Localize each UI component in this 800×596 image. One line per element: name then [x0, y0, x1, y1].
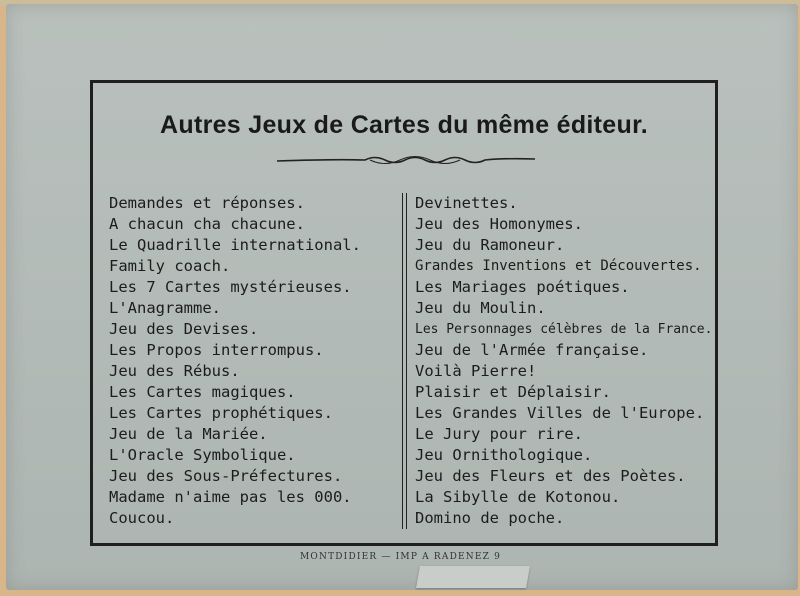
- list-item: Jeu de la Mariée.: [109, 425, 268, 443]
- list-item: Family coach.: [109, 257, 231, 275]
- list-item: Jeu des Devises.: [109, 320, 259, 338]
- list-item: Jeu de l'Armée française.: [415, 341, 649, 359]
- list-item: Madame n'aime pas les 000.: [109, 488, 352, 506]
- list-item: L'Anagramme.: [109, 299, 221, 317]
- list-item: Les Grandes Villes de l'Europe.: [415, 404, 705, 422]
- list-item: Jeu du Moulin.: [415, 299, 546, 317]
- list-item: Les Personnages célèbres de la France.: [415, 322, 713, 337]
- paper-tear: [416, 566, 530, 588]
- list-item: Les Cartes prophétiques.: [109, 404, 333, 422]
- list-item: Jeu du Ramoneur.: [415, 236, 565, 254]
- ornament-flourish-icon: [275, 153, 537, 167]
- list-item: Le Jury pour rire.: [415, 425, 583, 443]
- list-item: Devinettes.: [415, 194, 518, 212]
- list-item: Les Mariages poétiques.: [415, 278, 630, 296]
- list-item: L'Oracle Symbolique.: [109, 446, 296, 464]
- column-divider: [402, 193, 407, 529]
- printer-imprint: MONTDIDIER — IMP A RADENEZ 9: [300, 552, 502, 562]
- list-item: Voilà Pierre!: [415, 362, 537, 380]
- list-item: Les 7 Cartes mystérieuses.: [109, 278, 352, 296]
- list-item: Domino de poche.: [415, 509, 565, 527]
- games-list-right: [415, 193, 712, 529]
- list-item: Les Propos interrompus.: [109, 341, 324, 359]
- list-item: Le Quadrille international.: [109, 236, 361, 254]
- list-item: Demandes et réponses.: [109, 194, 305, 212]
- list-item: Plaisir et Déplaisir.: [415, 383, 611, 401]
- list-item: Jeu des Fleurs et des Poètes.: [415, 467, 686, 485]
- list-item: A chacun cha chacune.: [109, 215, 305, 233]
- list-item: Grandes Inventions et Découvertes.: [415, 258, 702, 274]
- list-item: Jeu des Homonymes.: [415, 215, 583, 233]
- list-item: Jeu des Sous-Préfectures.: [109, 467, 343, 485]
- list-item: Les Cartes magiques.: [109, 383, 296, 401]
- list-item: Jeu des Rébus.: [109, 362, 240, 380]
- list-item: Jeu Ornithologique.: [415, 446, 593, 464]
- list-item: Coucou.: [109, 509, 175, 527]
- catalog-frame: [90, 80, 718, 546]
- games-list-left: [109, 193, 361, 529]
- list-item: La Sibylle de Kotonou.: [415, 488, 621, 506]
- catalog-title: Autres Jeux de Cartes du même éditeur.: [160, 111, 648, 139]
